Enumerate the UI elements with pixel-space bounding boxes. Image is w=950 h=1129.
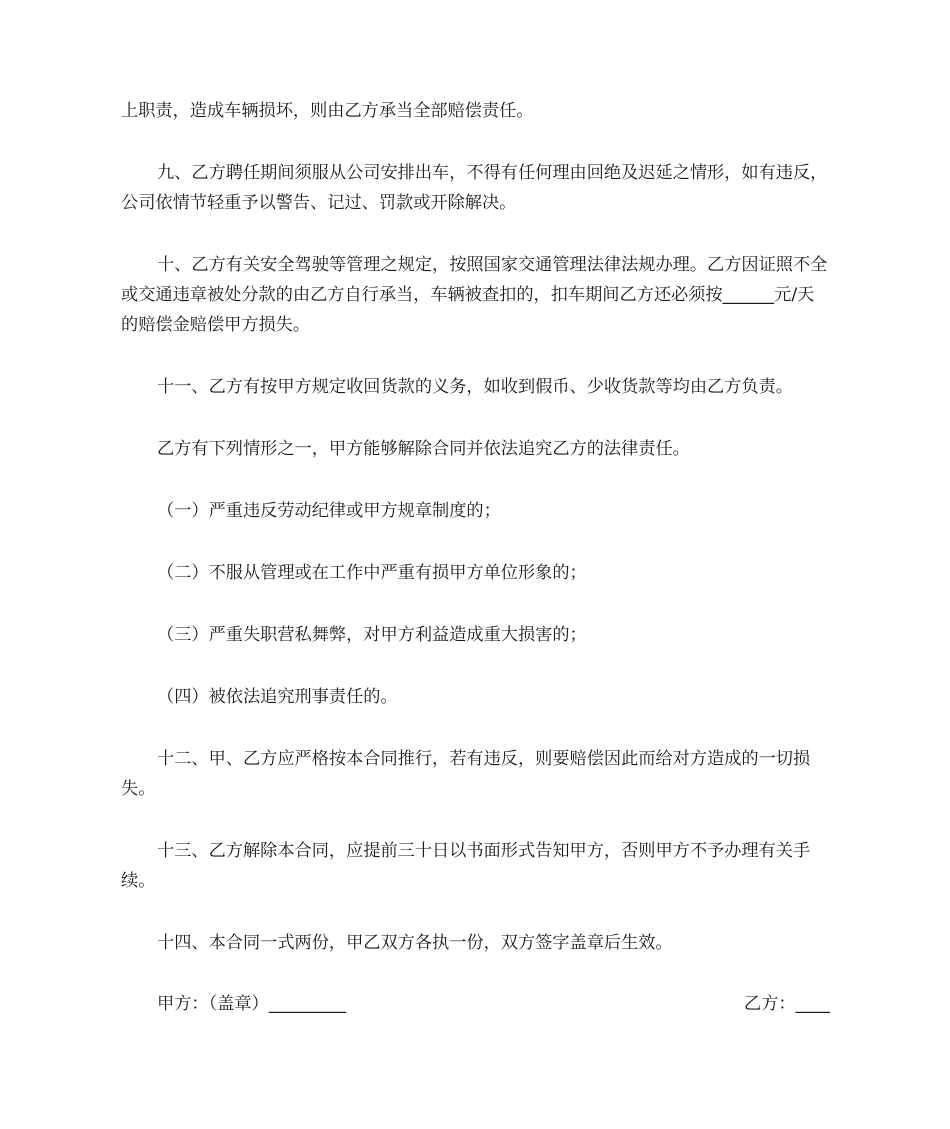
paragraph-clause-13: 十三、乙方解除本合同，应提前三十日以书面形式告知甲方，否则甲方不予办理有关手续。 [121, 841, 811, 891]
party-a-signature: 甲方：（盖章）_________ [157, 994, 347, 1014]
contract-body [121, 96, 830, 1019]
paragraph-termination-item-3: （三）严重失职营私舞弊，对甲方利益造成重大损害的； [157, 625, 587, 645]
party-b-signature: 乙方：____ [744, 994, 830, 1014]
paragraph-clause-9: 九、乙方聘任期间须服从公司安排出车，不得有任何理由回绝及迟延之情形，如有违反，公司依情节轻重予以警告、记过、罚款或开除解决。 [121, 163, 828, 213]
signature-row [121, 989, 830, 1019]
paragraph-termination-item-2: （二）不服从管理或在工作中严重有损甲方单位形象的； [157, 563, 587, 583]
paragraph-clause-10: 十、乙方有关安全驾驶等管理之规定，按照国家交通管理法律法规办理。乙方因证照不全或交通违章被处分款的由乙方自行承当，车辆被查扣的，扣车期间乙方还必须按______元/天的赔偿金赔偿甲方损失。 [121, 255, 828, 335]
paragraph-liability-continuation: 上职责，造成车辆损坏，则由乙方承当全部赔偿责任。 [121, 101, 534, 121]
paragraph-termination-item-4: （四）被依法追究刑事责任的。 [157, 687, 398, 707]
paragraph-clause-14: 十四、本合同一式两份，甲乙双方各执一份，双方签字盖章后生效。 [157, 933, 673, 953]
paragraph-clause-11: 十一、乙方有按甲方规定收回货款的义务，如收到假币、少收货款等均由乙方负责。 [157, 377, 793, 397]
paragraph-termination-intro: 乙方有下列情形之一，甲方能够解除合同并依法追究乙方的法律责任。 [157, 439, 690, 459]
paragraph-termination-item-1: （一）严重违反劳动纪律或甲方规章制度的； [157, 501, 501, 521]
paragraph-clause-12: 十二、甲、乙方应严格按本合同推行，若有违反，则要赔偿因此而给对方造成的一切损失。 [121, 749, 811, 799]
